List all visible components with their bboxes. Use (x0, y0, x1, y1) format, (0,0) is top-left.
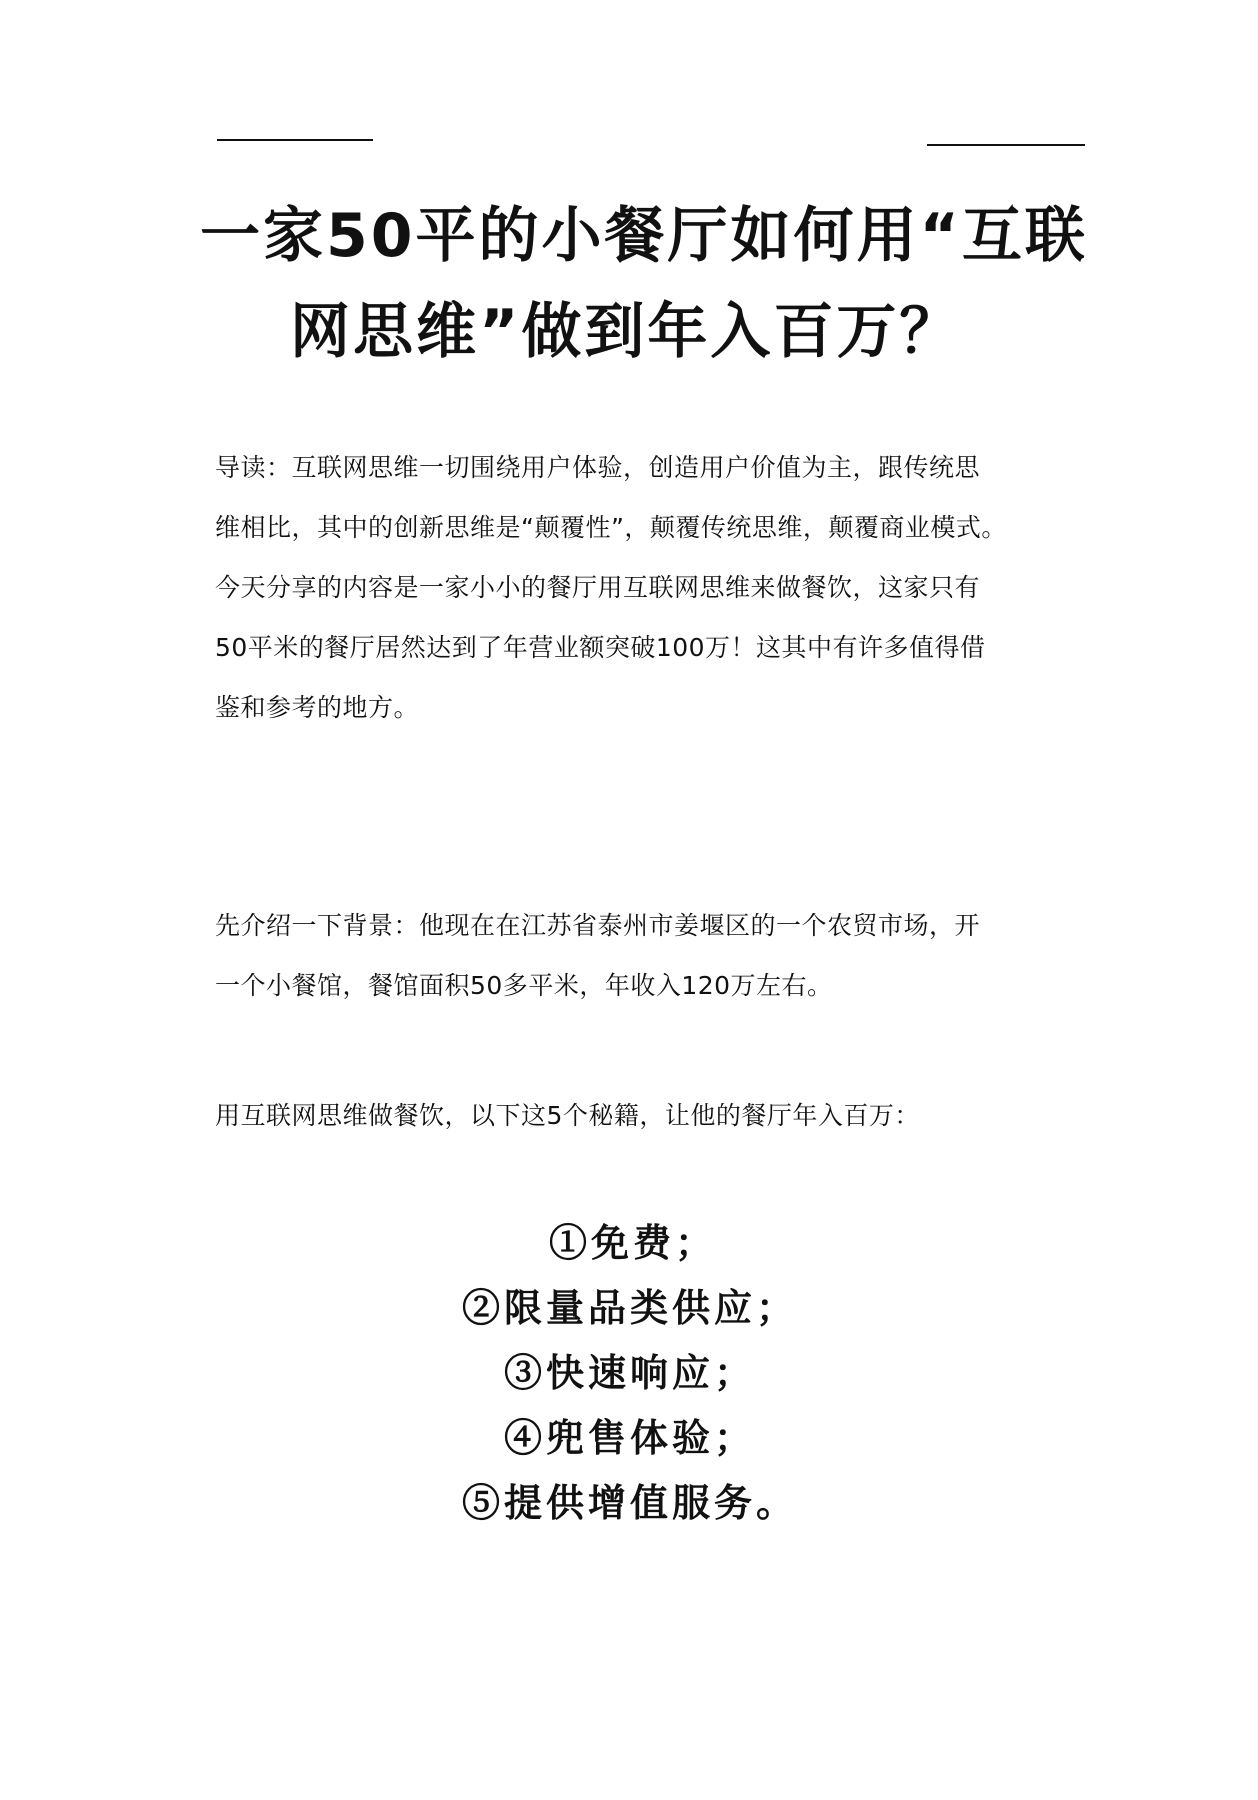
title-line: 一家50平的小餐厅如何用“互联 (200, 201, 1088, 271)
paragraph-line: 50平米的餐厅居然达到了年营业额突破100万！这其中有许多值得借 (215, 633, 986, 662)
title-line: 网思维”做到年入百万？ (290, 297, 963, 367)
secrets-lead-paragraph (215, 1086, 1085, 1146)
paragraph-line: 导读：互联网思维一切围绕用户体验，创造用户价值为主，跟传统思 (215, 453, 981, 482)
intro-paragraph (215, 438, 1085, 738)
secret-item: ②限量品类供应； (462, 1285, 799, 1330)
secret-item: ④兜售体验； (504, 1415, 757, 1460)
header-rule-left (217, 139, 373, 141)
secret-item: ①免费； (549, 1220, 718, 1265)
paragraph-line: 先介绍一下背景：他现在在江苏省泰州市姜堰区的一个农贸市场，开 (215, 911, 981, 940)
paragraph-line: 维相比，其中的创新思维是“颠覆性”，颠覆传统思维，颠覆商业模式。 (215, 513, 1007, 542)
paragraph-line: 鉴和参考的地方。 (215, 693, 420, 722)
header-rule-right (927, 144, 1085, 146)
background-paragraph (215, 896, 1085, 1016)
secret-item: ⑤提供增值服务。 (462, 1480, 799, 1525)
article-title (200, 188, 1100, 380)
paragraph-line: 今天分享的内容是一家小小的餐厅用互联网思维来做餐饮，这家只有 (215, 573, 981, 602)
secret-item: ③快速响应； (504, 1350, 757, 1395)
secrets-list (0, 1210, 1258, 1535)
paragraph-line: 用互联网思维做餐饮，以下这5个秘籍，让他的餐厅年入百万： (215, 1101, 920, 1130)
paragraph-line: 一个小餐馆，餐馆面积50多平米，年收入120万左右。 (215, 971, 833, 1000)
